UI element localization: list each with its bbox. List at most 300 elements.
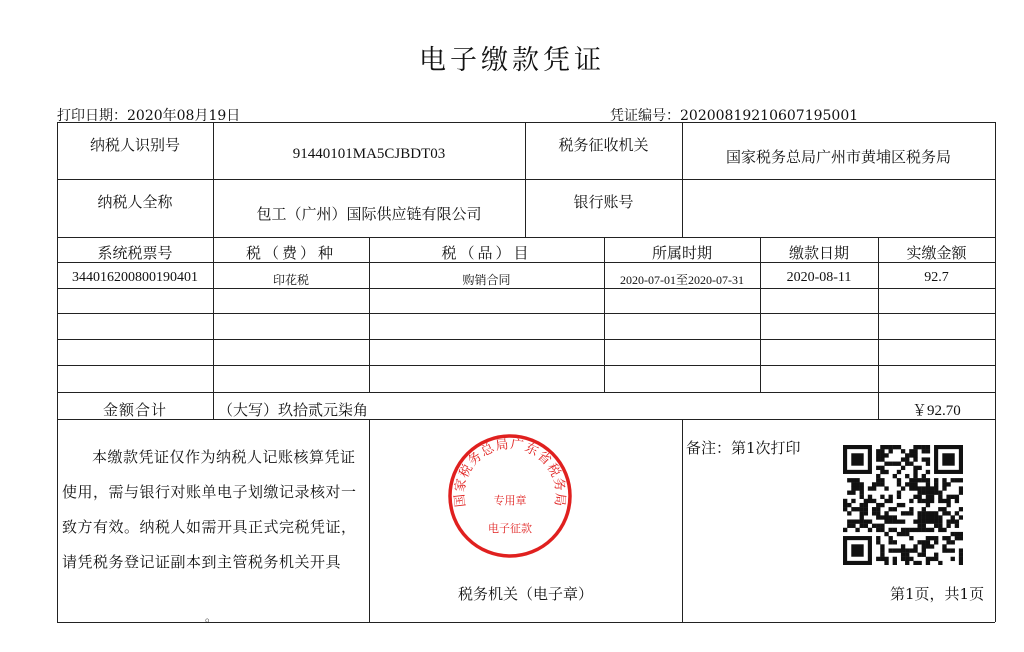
qr-module — [917, 491, 921, 495]
row-tax-item: 购销合同 — [462, 273, 511, 287]
qr-module — [930, 528, 934, 532]
qr-module — [926, 511, 930, 515]
qr-module — [922, 515, 926, 519]
qr-module — [847, 503, 851, 507]
qr-module — [893, 462, 897, 466]
qr-module — [884, 557, 888, 561]
qr-module — [860, 486, 864, 490]
qr-module — [913, 466, 917, 470]
qr-module — [946, 536, 950, 540]
qr-module — [889, 449, 893, 453]
qr-module — [922, 519, 926, 523]
qr-module — [938, 519, 942, 523]
qr-module — [860, 491, 864, 495]
qr-module — [938, 524, 942, 528]
header-period: 所属时期 — [651, 244, 712, 262]
qr-module — [872, 499, 876, 503]
qr-module — [934, 511, 938, 515]
qr-module — [913, 453, 917, 457]
document-title: 电子缴款凭证 — [419, 45, 605, 76]
qr-module — [922, 457, 926, 461]
qr-module — [926, 561, 930, 565]
qr-module — [860, 515, 864, 519]
qr-module — [909, 486, 913, 490]
qr-module — [913, 528, 917, 532]
qr-module — [917, 524, 921, 528]
header-pay-date: 缴款日期 — [788, 244, 849, 262]
qr-module — [855, 528, 859, 532]
header-ticket-no: 系统税票号 — [97, 244, 173, 262]
qr-module — [897, 470, 901, 474]
qr-module — [889, 548, 893, 552]
grid-line — [57, 392, 995, 393]
qr-module — [909, 482, 913, 486]
qr-module — [959, 536, 963, 540]
bank-account-label: 银行账号 — [573, 193, 634, 211]
qr-module — [951, 540, 955, 544]
seal-inner-text-1: 专用章 — [493, 494, 527, 507]
qr-module — [942, 486, 946, 490]
qr-module — [876, 557, 880, 561]
qr-module — [917, 466, 921, 470]
voucher-note-text: 本缴款凭证仅作为纳税人记账核算凭证使用，需与银行对账单电子划缴记录核对一致方有效。纳税人如需开具正式完税凭证，请凭税务登记证副本到主管税务机关开具 — [62, 448, 357, 571]
qr-module — [926, 557, 930, 561]
qr-module — [922, 528, 926, 532]
qr-module — [876, 507, 880, 511]
qr-module — [901, 511, 905, 515]
taxpayer-name-label: 纳税人全称 — [97, 193, 173, 211]
qr-module — [942, 528, 946, 532]
qr-module — [893, 474, 897, 478]
qr-module — [926, 499, 930, 503]
qr-module — [917, 515, 921, 519]
qr-module — [934, 553, 938, 557]
qr-module — [860, 482, 864, 486]
qr-module — [880, 515, 884, 519]
qr-module — [959, 553, 963, 557]
qr-module — [959, 478, 963, 482]
qr-module — [855, 486, 859, 490]
qr-module — [926, 462, 930, 466]
remark-label: 备注： — [686, 439, 732, 457]
qr-module — [889, 528, 893, 532]
qr-module — [905, 561, 909, 565]
qr-module — [926, 515, 930, 519]
qr-module — [917, 528, 921, 532]
qr-module — [955, 532, 959, 536]
qr-module — [922, 540, 926, 544]
qr-module — [946, 540, 950, 544]
grid-line — [57, 365, 995, 366]
qr-module — [880, 449, 884, 453]
qr-module — [897, 495, 901, 499]
qr-module — [864, 503, 868, 507]
qr-module — [860, 511, 864, 515]
qr-code-icon — [843, 445, 963, 565]
qr-module — [901, 466, 905, 470]
qr-module — [917, 499, 921, 503]
qr-module — [909, 478, 913, 482]
qr-module — [876, 482, 880, 486]
qr-module — [880, 503, 884, 507]
qr-module — [860, 524, 864, 528]
qr-module — [926, 486, 930, 490]
qr-module — [851, 507, 855, 511]
qr-module — [917, 511, 921, 515]
qr-module — [926, 491, 930, 495]
qr-module — [946, 519, 950, 523]
qr-module — [897, 445, 901, 449]
qr-module — [938, 528, 942, 532]
qr-module — [913, 519, 917, 523]
qr-module — [942, 499, 946, 503]
qr-module — [905, 553, 909, 557]
qr-module — [872, 486, 876, 490]
qr-module — [942, 453, 954, 465]
qr-module — [930, 486, 934, 490]
qr-module — [876, 540, 880, 544]
voucher-note-end: 。 — [205, 610, 218, 624]
qr-module — [876, 524, 880, 528]
qr-module — [868, 495, 872, 499]
qr-module — [913, 457, 917, 461]
taxpayer-id-value: 91440101MA5CJBDT03 — [292, 146, 446, 162]
qr-module — [855, 482, 859, 486]
qr-module — [913, 486, 917, 490]
qr-module — [905, 453, 909, 457]
qr-module — [930, 499, 934, 503]
qr-module — [880, 482, 884, 486]
qr-module — [934, 491, 938, 495]
qr-module — [843, 507, 847, 511]
qr-module — [889, 536, 893, 540]
qr-module — [926, 519, 930, 523]
qr-module — [913, 470, 917, 474]
row-ticket-no: 344016200800190401 — [72, 270, 198, 285]
grid-line — [682, 122, 683, 237]
qr-module — [917, 486, 921, 490]
qr-module — [851, 524, 855, 528]
qr-module — [959, 548, 963, 552]
qr-module — [942, 482, 946, 486]
qr-module — [847, 478, 851, 482]
qr-module — [938, 491, 942, 495]
qr-module — [884, 561, 888, 565]
qr-module — [876, 466, 880, 470]
qr-module — [917, 445, 921, 449]
qr-module — [909, 557, 913, 561]
qr-module — [884, 519, 888, 523]
row-pay-date: 2020-08-11 — [786, 270, 852, 285]
qr-module — [951, 515, 955, 519]
qr-module — [934, 515, 938, 519]
qr-module — [942, 548, 946, 552]
voucher-number-label: 凭证编号： — [610, 108, 680, 124]
qr-module — [913, 544, 917, 548]
qr-module — [955, 536, 959, 540]
qr-module — [864, 507, 868, 511]
qr-module — [889, 519, 893, 523]
qr-module — [851, 491, 855, 495]
qr-module — [938, 495, 942, 499]
qr-module — [905, 462, 909, 466]
print-date-label: 打印日期： — [57, 108, 127, 124]
qr-module — [930, 536, 934, 540]
qr-module — [876, 449, 880, 453]
qr-module — [959, 557, 963, 561]
qr-module — [897, 482, 901, 486]
qr-module — [868, 486, 872, 490]
qr-module — [926, 457, 930, 461]
qr-module — [901, 503, 905, 507]
qr-module — [901, 553, 905, 557]
qr-module — [851, 478, 855, 482]
qr-module — [901, 548, 905, 552]
qr-module — [922, 478, 926, 482]
qr-module — [955, 524, 959, 528]
qr-module — [913, 495, 917, 499]
qr-module — [872, 482, 876, 486]
qr-module — [893, 557, 897, 561]
qr-module — [884, 445, 888, 449]
qr-module — [909, 453, 913, 457]
qr-module — [926, 503, 930, 507]
qr-module — [922, 548, 926, 552]
qr-module — [942, 544, 946, 548]
qr-module — [909, 499, 913, 503]
qr-module — [905, 557, 909, 561]
qr-module — [880, 445, 884, 449]
qr-module — [946, 511, 950, 515]
qr-module — [946, 524, 950, 528]
qr-module — [876, 515, 880, 519]
qr-module — [876, 478, 880, 482]
total-amount: ￥92.70 — [912, 403, 961, 419]
qr-module — [909, 507, 913, 511]
grid-line — [995, 122, 996, 622]
qr-module — [909, 548, 913, 552]
qr-module — [889, 540, 893, 544]
qr-module — [951, 478, 955, 482]
qr-module — [942, 536, 946, 540]
qr-module — [876, 503, 880, 507]
qr-module — [934, 519, 938, 523]
seal-outer-text-path: 国家税务总局广东省税务局 — [452, 437, 568, 508]
qr-module — [893, 561, 897, 565]
qr-module — [922, 491, 926, 495]
qr-module — [893, 548, 897, 552]
qr-module — [884, 486, 888, 490]
qr-module — [905, 532, 909, 536]
qr-module — [938, 561, 942, 565]
qr-module — [926, 528, 930, 532]
qr-module — [926, 449, 930, 453]
qr-module — [913, 445, 917, 449]
qr-module — [884, 532, 888, 536]
qr-module — [889, 462, 893, 466]
qr-module — [884, 511, 888, 515]
official-seal-icon — [446, 432, 574, 560]
qr-module — [880, 553, 884, 557]
qr-module — [926, 482, 930, 486]
qr-module — [955, 519, 959, 523]
qr-module — [913, 474, 917, 478]
qr-module — [951, 495, 955, 499]
total-label: 金额合计 — [102, 401, 167, 419]
qr-module — [884, 453, 888, 457]
qr-module — [938, 515, 942, 519]
qr-module — [884, 515, 888, 519]
qr-module — [851, 519, 855, 523]
qr-module — [860, 519, 864, 523]
qr-module — [942, 507, 946, 511]
qr-module — [876, 528, 880, 532]
qr-module — [843, 503, 847, 507]
qr-module — [922, 499, 926, 503]
qr-module — [926, 495, 930, 499]
qr-module — [893, 507, 897, 511]
qr-module — [930, 557, 934, 561]
qr-module — [876, 453, 880, 457]
qr-module — [951, 519, 955, 523]
qr-module — [955, 499, 959, 503]
qr-module — [843, 499, 847, 503]
qr-module — [926, 478, 930, 482]
qr-module — [922, 449, 926, 453]
qr-module — [913, 548, 917, 552]
qr-module — [922, 445, 926, 449]
qr-module — [864, 499, 868, 503]
row-tax-type: 印花税 — [272, 273, 309, 287]
qr-module — [897, 491, 901, 495]
qr-module — [959, 486, 963, 490]
qr-module — [901, 557, 905, 561]
qr-module — [897, 462, 901, 466]
qr-module — [876, 536, 880, 540]
qr-module — [938, 499, 942, 503]
qr-module — [942, 478, 946, 482]
tax-authority-value: 国家税务总局广州市黄埔区税务局 — [725, 148, 951, 166]
qr-module — [901, 544, 905, 548]
qr-module — [901, 486, 905, 490]
qr-module — [951, 557, 955, 561]
grid-line — [57, 179, 995, 180]
qr-module — [946, 495, 950, 499]
qr-module — [922, 544, 926, 548]
qr-module — [880, 495, 884, 499]
page-info: 第1页，共1页 — [890, 585, 985, 603]
qr-module — [930, 511, 934, 515]
qr-module — [946, 482, 950, 486]
qr-module — [959, 561, 963, 565]
grid-line — [57, 288, 995, 289]
qr-module — [884, 499, 888, 503]
qr-module — [872, 524, 876, 528]
qr-module — [913, 561, 917, 565]
qr-module — [860, 507, 864, 511]
qr-module — [889, 507, 893, 511]
qr-module — [847, 519, 851, 523]
qr-module — [930, 491, 934, 495]
grid-line — [57, 122, 995, 123]
qr-module — [889, 515, 893, 519]
qr-module — [897, 532, 901, 536]
qr-module — [930, 515, 934, 519]
qr-module — [909, 449, 913, 453]
qr-module — [934, 524, 938, 528]
voucher-number-value: 20200819210607195001 — [680, 108, 859, 124]
qr-module — [851, 486, 855, 490]
qr-module — [930, 544, 934, 548]
qr-module — [946, 503, 950, 507]
qr-module — [843, 528, 847, 532]
qr-module — [917, 495, 921, 499]
qr-module — [889, 445, 893, 449]
qr-module — [880, 557, 884, 561]
qr-module — [946, 499, 950, 503]
qr-module — [922, 511, 926, 515]
remark — [686, 437, 801, 458]
qr-module — [934, 478, 938, 482]
qr-module — [909, 536, 913, 540]
grid-line — [57, 313, 995, 314]
qr-module — [905, 528, 909, 532]
qr-module — [864, 519, 868, 523]
qr-module — [868, 499, 872, 503]
grid-line — [57, 339, 995, 340]
qr-module — [934, 557, 938, 561]
qr-module — [880, 478, 884, 482]
qr-module — [864, 511, 868, 515]
qr-module — [909, 528, 913, 532]
qr-module — [880, 453, 884, 457]
qr-module — [880, 466, 884, 470]
qr-module — [876, 474, 880, 478]
qr-module — [930, 519, 934, 523]
taxpayer-name-value: 包工（广州）国际供应链有限公司 — [256, 205, 482, 223]
qr-module — [930, 495, 934, 499]
qr-module — [942, 511, 946, 515]
qr-module — [868, 519, 872, 523]
qr-module — [880, 548, 884, 552]
qr-module — [860, 495, 864, 499]
qr-module — [851, 544, 863, 556]
qr-module — [959, 491, 963, 495]
qr-module — [934, 540, 938, 544]
grid-line — [213, 237, 214, 419]
qr-module — [847, 524, 851, 528]
qr-module — [897, 478, 901, 482]
qr-module — [880, 457, 884, 461]
qr-module — [909, 462, 913, 466]
qr-module — [922, 553, 926, 557]
grid-line — [57, 237, 995, 238]
qr-module — [926, 470, 930, 474]
qr-module — [889, 499, 893, 503]
qr-module — [905, 511, 909, 515]
qr-module — [934, 482, 938, 486]
print-date-value: 2020年08月19日 — [127, 108, 241, 124]
qr-module — [901, 519, 905, 523]
qr-module — [934, 536, 938, 540]
qr-module — [922, 507, 926, 511]
qr-module — [955, 511, 959, 515]
qr-module — [864, 524, 868, 528]
qr-module — [872, 511, 876, 515]
qr-module — [855, 478, 859, 482]
qr-module — [959, 532, 963, 536]
qr-module — [851, 482, 855, 486]
